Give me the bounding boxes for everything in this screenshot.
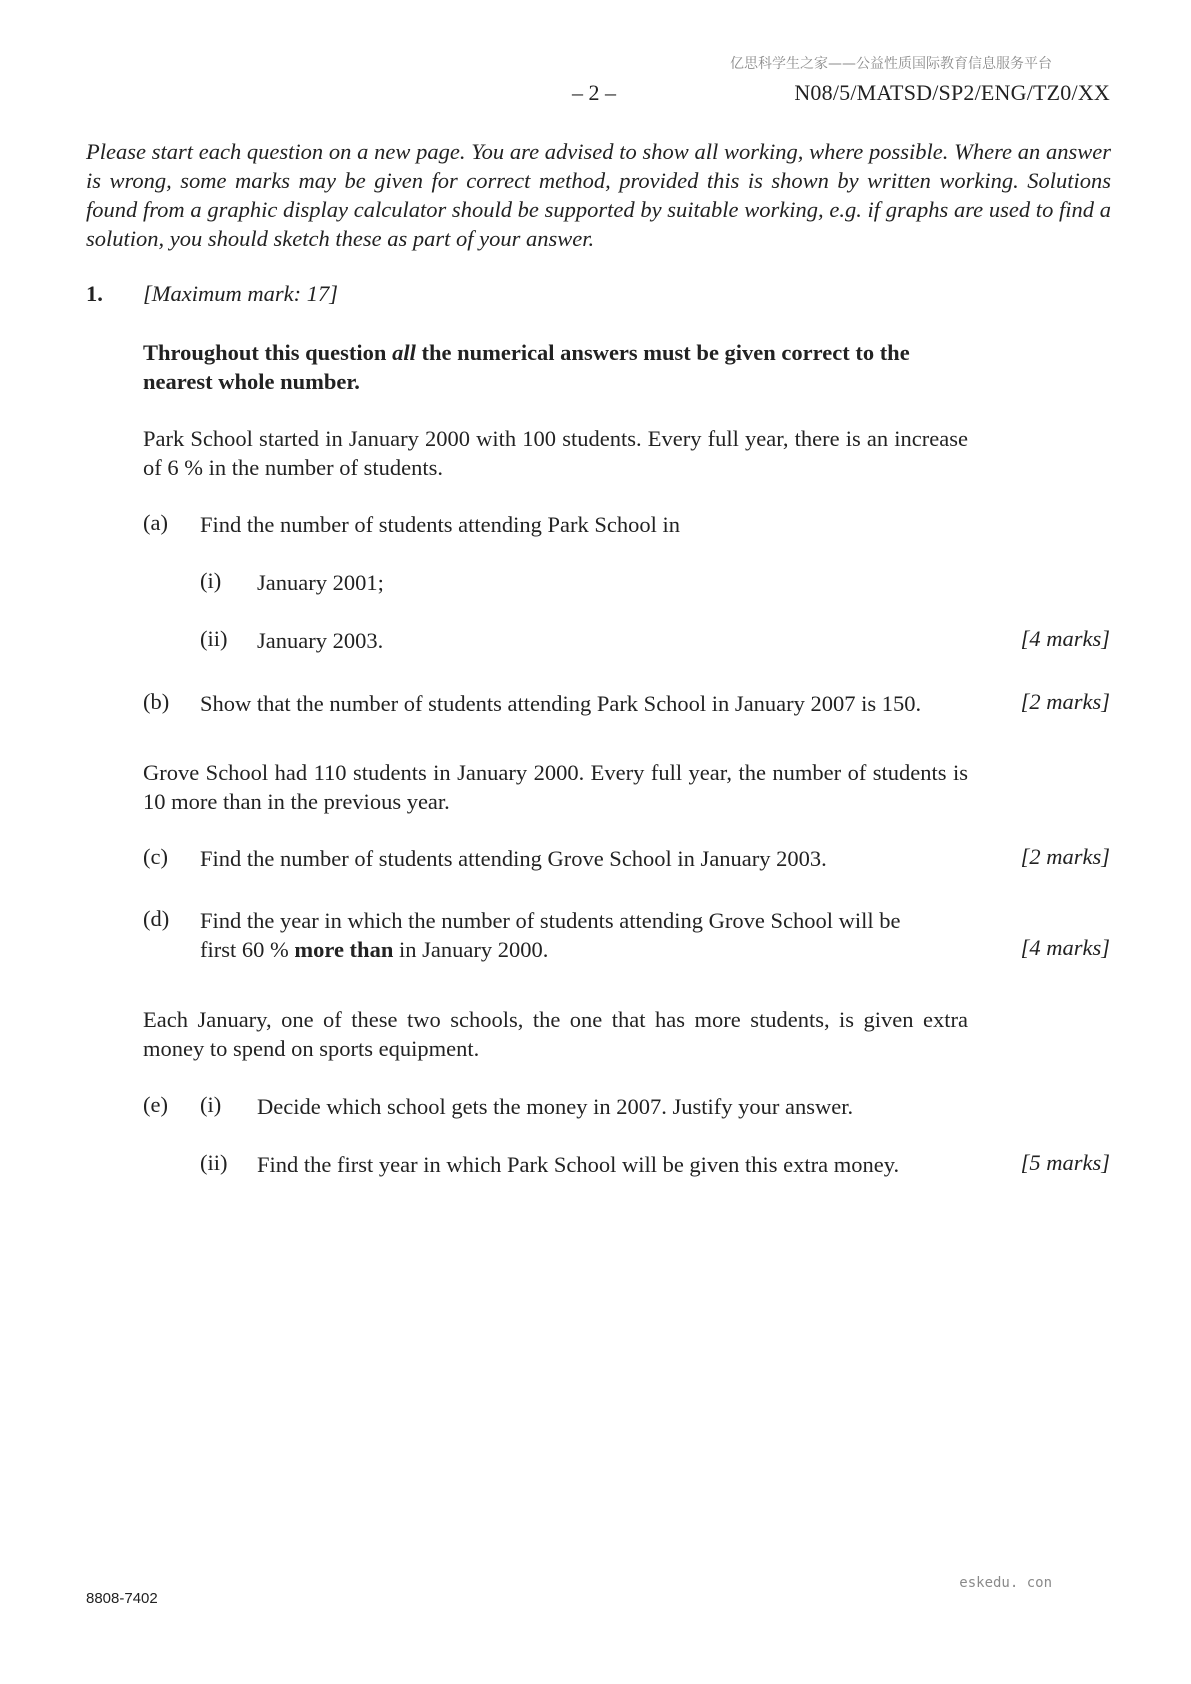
part-b-label: (b) [143, 689, 170, 714]
part-c-marks: [2 marks] [1020, 844, 1110, 869]
part-e-ii-label: (ii) [200, 1150, 228, 1175]
part-c-text: Find the number of students attending Grove School in January 2003. [200, 846, 827, 871]
rounding-note-pre: Throughout this question [143, 340, 393, 365]
paper-code: N08/5/MATSD/SP2/ENG/TZ0/XX [794, 80, 1110, 105]
part-c-label: (c) [143, 844, 168, 869]
part-d-text-bold: more than [294, 937, 394, 962]
part-e-label: (e) [143, 1092, 168, 1117]
page-number: – 2 – [572, 80, 616, 105]
part-d-text-line1: Find the year in which the number of students attending Grove School will be [200, 908, 901, 933]
park-school-intro: Park School started in January 2000 with 100 students. Every full year, there is an increase of 6 % in the number of students. [143, 426, 968, 480]
part-a-i-text: January 2001; [257, 570, 384, 595]
part-b-text: Show that the number of students attending Park School in January 2007 is 150. [200, 691, 922, 716]
header-watermark: 亿思科学生之家——公益性质国际教育信息服务平台 [730, 56, 1052, 72]
part-d-text-pre: first 60 % [200, 937, 295, 962]
rounding-note-post: the numerical answers must be given correct to the nearest whole number. [143, 340, 910, 394]
part-d-text-post: in January 2000. [393, 937, 549, 962]
footer-watermark: eskedu. con [959, 1575, 1052, 1591]
part-a-i-label: (i) [200, 568, 222, 593]
rounding-note [143, 338, 968, 396]
part-b-marks: [2 marks] [1020, 689, 1110, 714]
part-a-label: (a) [143, 510, 168, 535]
question-max-mark: [Maximum mark: 17] [143, 281, 338, 306]
footer-code: 8808-7402 [86, 1590, 158, 1607]
part-a-marks: [4 marks] [1020, 626, 1110, 651]
rounding-note-emph: all [392, 340, 416, 365]
part-e-i-text: Decide which school gets the money in 2007. Justify your answer. [257, 1094, 854, 1119]
part-d-marks: [4 marks] [1020, 935, 1110, 960]
question-number: 1. [86, 281, 103, 306]
part-a-ii-text: January 2003. [257, 628, 384, 653]
part-e-i-label: (i) [200, 1092, 222, 1117]
grove-school-intro: Grove School had 110 students in January 2000. Every full year, the number of students is 10 more than in the previous year. [143, 760, 968, 814]
part-e-ii-text: Find the first year in which Park School will be given this extra money. [257, 1152, 900, 1177]
part-a-text: Find the number of students attending Park School in [200, 512, 680, 537]
exam-instructions: Please start each question on a new page. You are advised to show all working, where possible. Where an answer is wrong, some marks may be given for correct method, provided this is shown by written working. Solutions found from a graphic display calculator should be supported by suitable working, e.g. if graphs are used to find a solution, you should sketch these as part of your answer. [86, 139, 1111, 251]
sports-money-intro: Each January, one of these two schools, the one that has more students, is given extra money to spend on sports equipment. [143, 1007, 968, 1061]
part-a-ii-label: (ii) [200, 626, 228, 651]
part-d-label: (d) [143, 906, 170, 931]
part-e-marks: [5 marks] [1020, 1150, 1110, 1175]
